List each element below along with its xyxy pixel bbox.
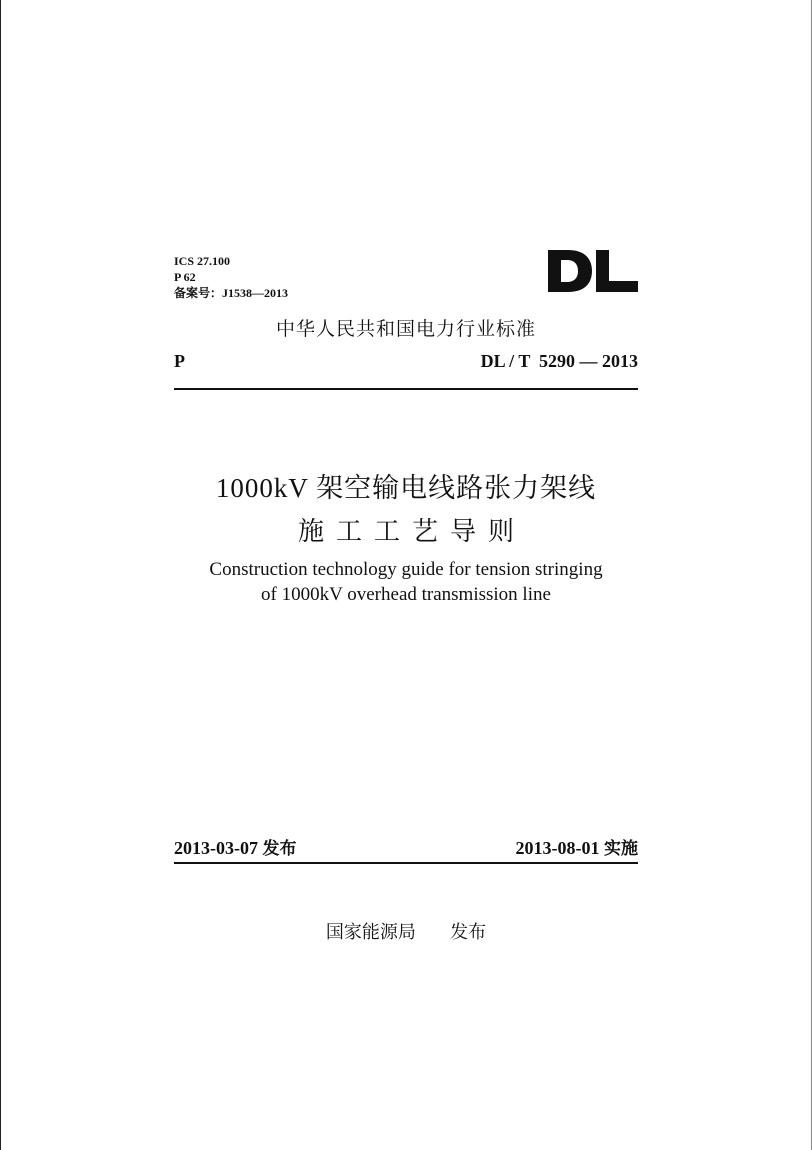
issue-date: 2013-03-07 — [174, 838, 258, 858]
title-cn-line1: 1000kV 架空输电线路张力架线 — [215, 473, 597, 503]
classification-letter: P — [174, 351, 185, 371]
title-cn-line2: 施工工艺导则 — [297, 517, 526, 547]
issue-date-block — [174, 834, 297, 859]
ccs-code: P 62 — [174, 270, 196, 284]
implement-date: 2013-08-01 — [515, 838, 600, 858]
publisher-block — [174, 918, 638, 944]
implement-label: 实施 — [604, 839, 638, 859]
divider-top — [174, 388, 638, 390]
issue-label: 发布 — [262, 839, 297, 859]
dl-logo — [548, 246, 638, 296]
ics-code: ICS 27.100 — [174, 254, 231, 268]
page-edge-left — [0, 0, 1, 1150]
implement-date-block — [516, 834, 639, 859]
divider-bottom — [174, 862, 638, 864]
standard-number: DL / T 5290 — 2013 — [480, 351, 638, 371]
title-en-line1: Construction technology guide for tension stringing — [209, 559, 603, 580]
classification-meta — [174, 253, 288, 301]
standard-category: 中华人民共和国电力行业标准 — [275, 318, 536, 340]
publisher-name: 国家能源局 — [325, 922, 416, 943]
dl-logo-text: DL — [548, 246, 550, 247]
record-number: 备案号：J1538—2013 — [174, 286, 289, 300]
title-en-line2: of 1000kV overhead transmission line — [261, 584, 551, 605]
publisher-label: 发布 — [450, 922, 487, 943]
